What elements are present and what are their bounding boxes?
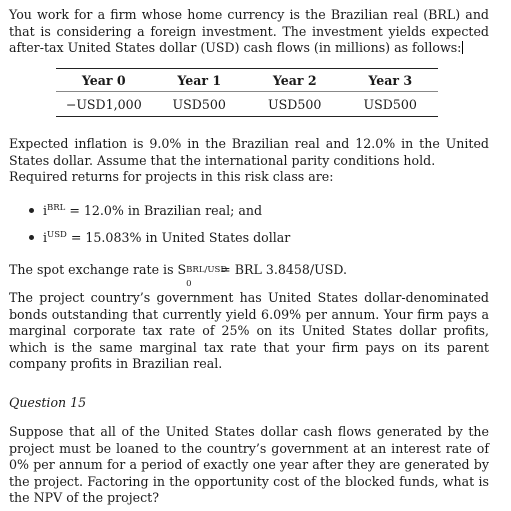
spot-superscript: BRL/USD: [186, 265, 228, 275]
bullet-brl: [29, 203, 262, 218]
rate-text: = 15.083% in United States dollar: [66, 230, 291, 245]
bullet-usd: [29, 230, 290, 245]
spot-rate-line: [9, 262, 348, 289]
table-header-cell: Year 3: [343, 69, 439, 92]
intro-text: You work for a firm whose home currency is the Brazilian real (BRL) and that is considering a foreign investment. The investment yields expected after-tax United States dollar (USD) cash flows (in millions) as follows:: [9, 7, 489, 55]
inflation-paragraph: Expected inflation is 9.0% in the Brazilian real and 12.0% in the United States dollar. Assume that the international parity conditions hold.: [9, 136, 489, 168]
question-label: Question 15: [9, 395, 87, 410]
bullet-dot: [29, 208, 34, 213]
rate-superscript: BRL: [47, 203, 66, 213]
spot-suffix: = BRL 3.8458/USD.: [216, 262, 348, 277]
table-row: [56, 92, 438, 117]
table-header-cell: Year 1: [152, 69, 248, 92]
table-cell: USD500: [152, 92, 248, 117]
bonds-paragraph: The project country’s government has United States dollar-denominated bonds outstanding that currently yield 6.09% per annum. Your firm pays a marginal corporate tax rate of 25% on its United States dollar profits, which is the same marginal tax rate that your firm pays on its parent company profits in Brazilian real.: [9, 290, 489, 371]
question-paragraph: Suppose that all of the United States dollar cash flows generated by the project must be loaned to the country’s government at an interest rate of 0% per annum for a period of exactly one year after they are generated by the project. Factoring in the opportunity cost of the blocked funds, what is the NPV of the project?: [9, 424, 489, 505]
table-header-cell: Year 2: [247, 69, 343, 92]
table-header-row: [56, 69, 438, 92]
required-returns-intro: Required returns for projects in this risk class are:: [9, 169, 334, 184]
rate-symbol: i: [43, 203, 48, 218]
spot-prefix: The spot exchange rate is S: [9, 262, 187, 277]
spot-subscript: 0: [186, 279, 192, 289]
table-cell: −USD1,000: [56, 92, 152, 117]
intro-paragraph: [9, 7, 489, 57]
rate-text: = 12.0% in Brazilian real; and: [65, 203, 263, 218]
text-cursor: [462, 41, 463, 54]
rate-symbol: i: [43, 230, 48, 245]
bullet-dot: [29, 235, 34, 240]
cash-flow-table: [56, 68, 438, 117]
table-cell: USD500: [343, 92, 439, 117]
rate-superscript: USD: [47, 230, 67, 240]
table-cell: USD500: [247, 92, 343, 117]
table-header-cell: Year 0: [56, 69, 152, 92]
